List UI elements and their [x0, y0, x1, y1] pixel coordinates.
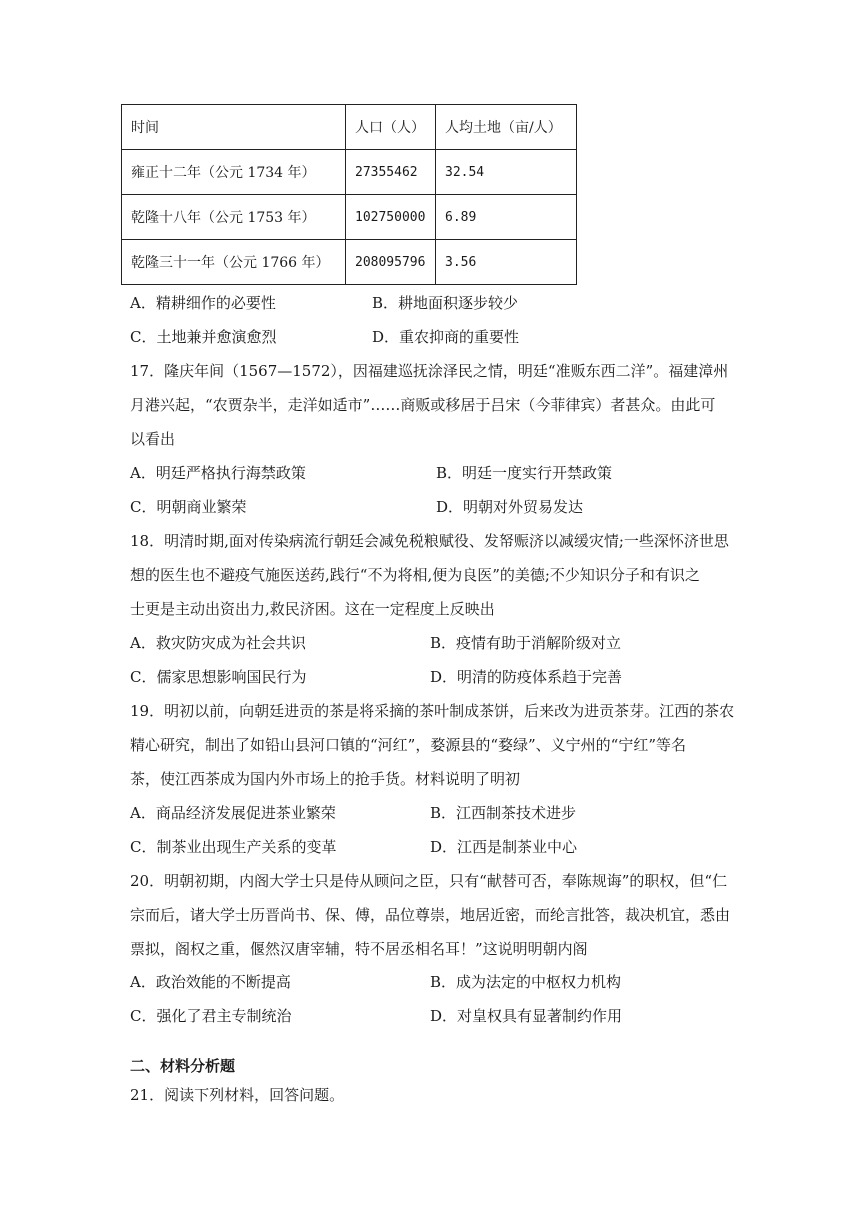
q20-stem-line: 票拟，阁权之重，偃然汉唐宰辅，特不居丞相名耳！”这说明明朝内阁	[130, 940, 588, 958]
table-row	[122, 240, 577, 285]
q18-option-d: D．明清的防疫体系趋于完善	[430, 668, 623, 686]
q17-option-c: C．明朝商业繁荣	[130, 498, 247, 516]
q18-option-a: A．救灾防灾成为社会共识	[130, 634, 306, 652]
section-heading: 二、材料分析题	[130, 1057, 236, 1075]
table-header-cell: 人均土地（亩/人）	[436, 105, 577, 150]
q17-stem-line: 以看出	[130, 430, 176, 448]
q17-option-b: B．明廷一度实行开禁政策	[436, 464, 613, 482]
q18-option-b: B．疫情有助于消解阶级对立	[430, 634, 622, 652]
table-cell: 32.54	[436, 150, 577, 195]
q20-option-b: B．成为法定的中枢权力机构	[430, 973, 622, 991]
q16-option-b: B．耕地面积逐步较少	[372, 294, 519, 312]
q20-option-c: C．强化了君主专制统治	[130, 1007, 292, 1025]
population-land-table	[121, 104, 577, 285]
q20-stem-line: 20．明朝初期，内阁大学士只是侍从顾问之臣，只有“献替可否，奉陈规诲”的职权，但“仁	[130, 872, 728, 890]
q20-stem-line: 宗而后，诸大学士历晋尚书、保、傅，品位尊崇，地居近密，而纶言批答，裁决机宜，悉由	[130, 906, 731, 924]
table-row	[122, 150, 577, 195]
table-header-cell: 人口（人）	[346, 105, 436, 150]
q19-option-c: C．制茶业出现生产关系的变革	[130, 838, 337, 856]
q16-option-a: A．精耕细作的必要性	[130, 294, 276, 312]
q18-stem-line: 士更是主动出资出力,救民济困。这在一定程度上反映出	[130, 600, 495, 618]
q19-option-a: A．商品经济发展促进茶业繁荣	[130, 804, 336, 822]
q16-option-d: D．重农抑商的重要性	[372, 328, 520, 346]
table-cell: 雍正十二年（公元 1734 年）	[122, 150, 346, 195]
q19-option-d: D．江西是制茶业中心	[430, 838, 578, 856]
q17-stem-line: 17．隆庆年间（1567—1572），因福建巡抚涂泽民之情，明廷“准贩东西二洋”。福建漳州	[130, 362, 729, 380]
q19-option-b: B．江西制茶技术进步	[430, 804, 577, 822]
q18-stem-line: 想的医生也不避疫气施医送药,践行“不为将相,便为良医”的美德;不少知识分子和有识之	[130, 566, 700, 584]
q17-option-a: A．明廷严格执行海禁政策	[130, 464, 306, 482]
table-cell: 乾隆三十一年（公元 1766 年）	[122, 240, 346, 285]
q20-option-a: A．政治效能的不断提高	[130, 973, 291, 991]
table-cell: 102750000	[346, 195, 436, 240]
q21-stem-line: 21．阅读下列材料，回答问题。	[130, 1086, 345, 1104]
table-header-cell: 时间	[122, 105, 346, 150]
table-cell: 乾隆十八年（公元 1753 年）	[122, 195, 346, 240]
q16-option-c: C．土地兼并愈演愈烈	[130, 328, 277, 346]
q19-stem-line: 精心研究，制出了如铅山县河口镇的“河红”，婺源县的“婺绿”、义宁州的“宁红”等名	[130, 736, 687, 754]
table-cell: 208095796	[346, 240, 436, 285]
q18-option-c: C．儒家思想影响国民行为	[130, 668, 307, 686]
table-header-row	[122, 105, 577, 150]
table-cell: 27355462	[346, 150, 436, 195]
table-cell: 6.89	[436, 195, 577, 240]
q19-stem-line: 19．明初以前，向朝廷进贡的茶是将采摘的茶叶制成茶饼，后来改为进贡茶芽。江西的茶农	[130, 702, 735, 720]
table-row	[122, 195, 577, 240]
q19-stem-line: 茶，使江西茶成为国内外市场上的抢手货。材料说明了明初	[130, 770, 521, 788]
q17-stem-line: 月港兴起，“农贾杂半，走洋如适市”……商贩或移居于吕宋（今菲律宾）者甚众。由此可	[130, 396, 716, 414]
q18-stem-line: 18．明清时期,面对传染病流行朝廷会减免税粮赋役、发帑赈济以减缓灾情;一些深怀济世思	[130, 532, 729, 550]
q17-option-d: D．明朝对外贸易发达	[436, 498, 584, 516]
table-cell: 3.56	[436, 240, 577, 285]
q20-option-d: D．对皇权具有显著制约作用	[430, 1007, 623, 1025]
